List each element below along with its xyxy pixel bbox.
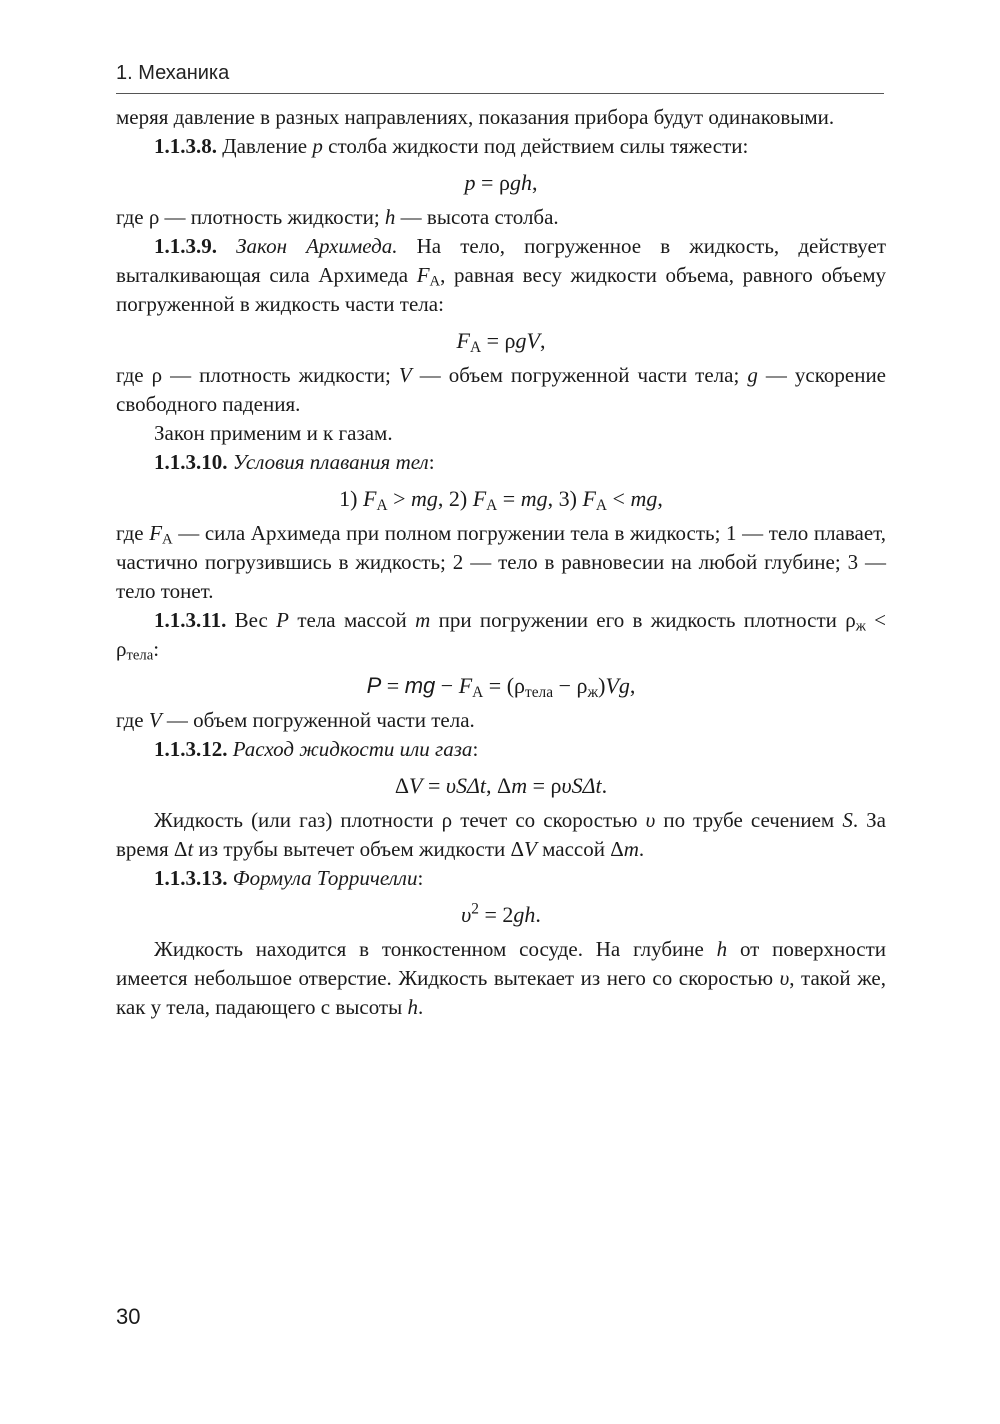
running-title: 1. Механика	[116, 62, 230, 84]
formula-torricelli: $\upsilon^2 = 2gh$.	[461, 900, 541, 927]
note-gases: Закон применим и к газам.	[154, 421, 393, 445]
var-p: p	[464, 170, 476, 195]
formula-explanation: Жидкость находится в тонкостенном сосуде. На глубине h от поверхности имеется небольшое отверстие. Жидкость вытекает из него со скоростью υ, такой же, как у тела, падающего с высоты h.	[116, 937, 887, 1019]
section-1-1-3-12: 1.1.3.12. Расход жидкости или газа:	[154, 737, 479, 761]
section-number: 1.1.3.12.	[154, 737, 228, 761]
section-number: 1.1.3.9.	[154, 234, 217, 258]
section-number: 1.1.3.11.	[154, 608, 227, 632]
section-1-1-3-8	[116, 132, 886, 161]
formula-pressure: p = ρgh,	[464, 170, 538, 195]
section-1-1-3-13: 1.1.3.13. Формула Торричелли:	[154, 866, 424, 890]
page-number: 30	[116, 1304, 141, 1329]
header-rule	[116, 93, 884, 94]
section-1-1-3-11: 1.1.3.11. Вес P тела массой m при погружении его в жидкость плотности $\rho_ж < \rho_{тела}$:	[116, 608, 887, 664]
section-1-1-3-10: 1.1.3.10. Условия плавания тел:	[154, 450, 435, 474]
section-number: 1.1.3.10.	[154, 450, 228, 474]
formula-explanation: где ρ — плотность жидкости; V — объем погруженной части тела; g — ускорение свободного падения.	[116, 363, 887, 416]
section-title: Закон Архимеда.	[236, 234, 398, 258]
page-body	[116, 103, 886, 1022]
section-title: Условия плавания тел	[232, 450, 429, 474]
formula-flow: ΔV = υSΔt, Δm = ρυSΔt.	[394, 773, 608, 798]
formula-explanation: где ρ — плотность жидкости; h — высота столба.	[116, 205, 559, 229]
formula-weight: P = mg − $F_A = (\rho_{тела} - \rho_ж)Vg$,	[366, 673, 636, 701]
formula-archimedes: $F_A = \rho gV$,	[456, 328, 546, 356]
formula-explanation: Жидкость (или газ) плотности ρ течет со скоростью υ по трубе сечением S. За время Δt из трубы вытечет объем жидкости ΔV массой Δm.	[116, 808, 886, 861]
section-number: 1.1.3.8.	[154, 134, 217, 158]
formula-explanation: где V — объем погруженной части тела.	[116, 708, 475, 732]
continuation-paragraph: меряя давление в разных направлениях, показания прибора будут одинаковыми.	[116, 105, 835, 129]
formula-explanation: где $F_A$ — сила Архимеда при полном погружении тела в жидкость; 1 — тело плавает, частично погрузившись в жидкость; 2 — тело в равновесии на любой глубине; 3 — тело тонет.	[116, 521, 887, 603]
section-1-1-3-9: 1.1.3.9. Закон Архимеда. На тело, погруженное в жидкость, действует выталкивающая сила Архимеда $F_A$, равная весу жидкости объема, равного объему погруженной в жидкость части тела:	[116, 234, 886, 316]
section-number: 1.1.3.13.	[154, 866, 228, 890]
formula-floating: 1) $F_A$ > mg, 2) $F_A$ = mg, 3) $F_A$ < mg,	[339, 486, 663, 514]
var-p: p	[312, 134, 323, 158]
section-title: Расход жидкости или газа	[232, 737, 473, 761]
section-text: столба жидкости под действием силы тяжести:	[322, 134, 749, 158]
section-text: Давление	[217, 134, 313, 158]
section-title: Формула Торричелли	[232, 866, 418, 890]
